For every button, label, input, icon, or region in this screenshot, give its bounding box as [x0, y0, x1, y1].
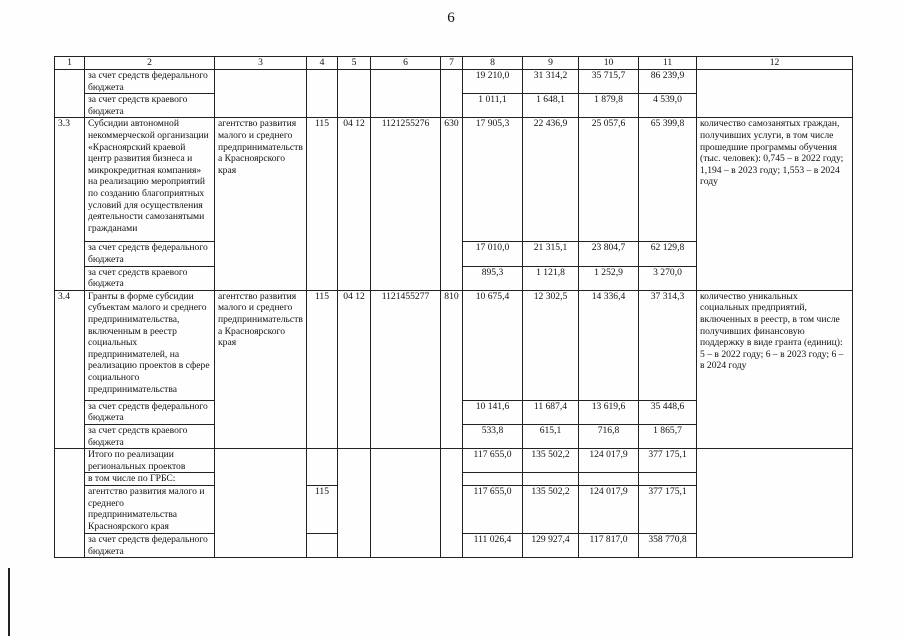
row-label: Итого по реализации региональных проектов	[85, 449, 215, 473]
value-cell: 124 017,9	[579, 485, 639, 533]
value-cell: 615,1	[523, 424, 579, 448]
item-number: 3.3	[55, 118, 85, 290]
row-label: за счет средств федерального бюджета	[85, 70, 215, 94]
header-cell: 5	[338, 57, 371, 70]
header-cell: 11	[639, 57, 697, 70]
item-number: 3.4	[55, 290, 85, 448]
header-cell: 8	[463, 57, 523, 70]
result-cell: количество уникальных социальных предприятий, включенных в реестр, в том числе получивших финансовую поддержку в виде гранта (единиц): 5 – в 2022 году; 6 – в 2023 году; 6 – в 2024 году	[697, 290, 853, 448]
value-cell: 124 017,9	[579, 449, 639, 473]
item-name: Субсидии автономной некоммерческой организации «Красноярский краевой центр развития бизнеса и микрокредитная компания» на реализацию мероприятий по созданию благоприятных условий для осуществления деятельности самозанятыми гражданами	[85, 118, 215, 242]
header-cell: 7	[441, 57, 463, 70]
value-cell: 10 675,4	[463, 290, 523, 400]
value-cell: 37 314,3	[639, 290, 697, 400]
grbs-code: 115	[307, 485, 338, 533]
agency-cell: агентство развития малого и среднего предпринимательства Красноярского края	[215, 118, 307, 290]
value-cell: 117 655,0	[463, 449, 523, 473]
value-cell: 117 817,0	[579, 533, 639, 557]
value-cell: 1 252,9	[579, 266, 639, 290]
value-cell: 17 905,3	[463, 118, 523, 242]
header-cell: 4	[307, 57, 338, 70]
grbs-code: 115	[307, 118, 338, 290]
header-cell: 2	[85, 57, 215, 70]
value-cell: 129 927,4	[523, 533, 579, 557]
value-cell: 1 121,8	[523, 266, 579, 290]
header-cell: 3	[215, 57, 307, 70]
value-cell: 23 804,7	[579, 242, 639, 266]
value-cell: 14 336,4	[579, 290, 639, 400]
value-cell: 1 648,1	[523, 94, 579, 118]
table-row	[55, 290, 853, 400]
value-cell: 1 865,7	[639, 424, 697, 448]
header-cell: 9	[523, 57, 579, 70]
header-cell: 12	[697, 57, 853, 70]
value-cell: 895,3	[463, 266, 523, 290]
section-code: 04 12	[338, 118, 371, 290]
expense-type: 810	[441, 290, 463, 448]
value-cell: 22 436,9	[523, 118, 579, 242]
budget-table	[54, 56, 853, 558]
value-cell: 17 010,0	[463, 242, 523, 266]
target-code: 1121255276	[371, 118, 441, 290]
value-cell: 86 239,9	[639, 70, 697, 94]
value-cell: 1 011,1	[463, 94, 523, 118]
value-cell: 11 687,4	[523, 400, 579, 424]
value-cell: 117 655,0	[463, 485, 523, 533]
row-label: агентство развития малого и среднего предпринимательства Красноярского края	[85, 485, 215, 533]
row-label: за счет средств краевого бюджета	[85, 424, 215, 448]
header-row	[55, 57, 853, 70]
section-code: 04 12	[338, 290, 371, 448]
target-code: 1121455277	[371, 290, 441, 448]
value-cell: 21 315,1	[523, 242, 579, 266]
value-cell: 135 502,2	[523, 485, 579, 533]
row-label: в том числе по ГРБС:	[85, 473, 215, 486]
value-cell: 62 129,8	[639, 242, 697, 266]
totals-row	[55, 449, 853, 473]
table-row	[55, 118, 853, 242]
row-label: за счет средств федерального бюджета	[85, 533, 215, 557]
value-cell: 35 715,7	[579, 70, 639, 94]
header-cell: 6	[371, 57, 441, 70]
table-row	[55, 70, 853, 94]
row-label: за счет средств краевого бюджета	[85, 266, 215, 290]
value-cell: 35 448,6	[639, 400, 697, 424]
value-cell: 377 175,1	[639, 449, 697, 473]
header-cell: 10	[579, 57, 639, 70]
agency-cell: агентство развития малого и среднего предпринимательства Красноярского края	[215, 290, 307, 448]
value-cell: 12 302,5	[523, 290, 579, 400]
value-cell: 377 175,1	[639, 485, 697, 533]
page-number: 6	[447, 10, 455, 26]
value-cell: 13 619,6	[579, 400, 639, 424]
margin-mark	[8, 568, 10, 636]
value-cell: 3 270,0	[639, 266, 697, 290]
value-cell: 716,8	[579, 424, 639, 448]
grbs-code: 115	[307, 290, 338, 448]
value-cell: 10 141,6	[463, 400, 523, 424]
row-label: за счет средств федерального бюджета	[85, 400, 215, 424]
value-cell: 65 399,8	[639, 118, 697, 242]
result-cell: количество самозанятых граждан, получивших услуги, в том числе прошедшие программы обучения (тыс. человек): 0,745 – в 2022 году; 1,194 – в 2023 году; 1,553 – в 2024 году	[697, 118, 853, 290]
row-label: за счет средств федерального бюджета	[85, 242, 215, 266]
value-cell: 31 314,2	[523, 70, 579, 94]
value-cell: 25 057,6	[579, 118, 639, 242]
value-cell: 111 026,4	[463, 533, 523, 557]
value-cell: 1 879,8	[579, 94, 639, 118]
expense-type: 630	[441, 118, 463, 290]
row-label: за счет средств краевого бюджета	[85, 94, 215, 118]
item-name: Гранты в форме субсидии субъектам малого и среднего предпринимательства, включенным в реестр социальных предпринимателей, на реализацию проектов в сфере социального предпринимательства	[85, 290, 215, 400]
value-cell: 4 539,0	[639, 94, 697, 118]
value-cell: 358 770,8	[639, 533, 697, 557]
header-cell: 1	[55, 57, 85, 70]
value-cell: 533,8	[463, 424, 523, 448]
value-cell: 19 210,0	[463, 70, 523, 94]
value-cell: 135 502,2	[523, 449, 579, 473]
